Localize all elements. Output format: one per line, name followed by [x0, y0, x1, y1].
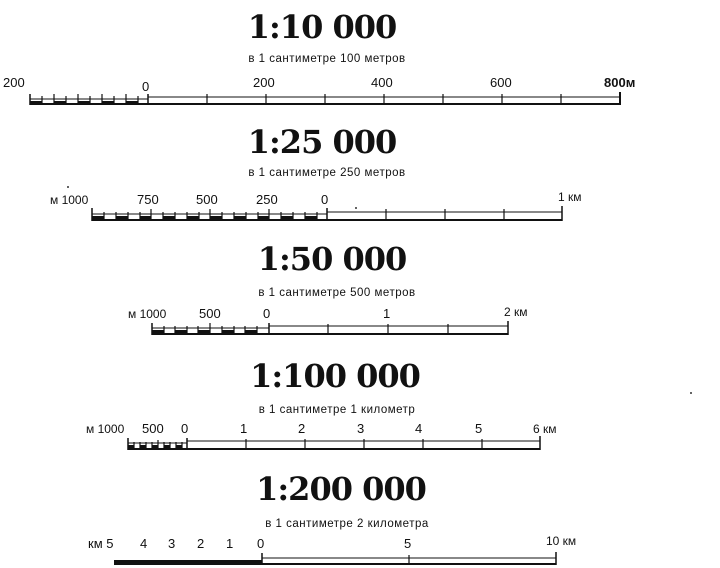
scale-label: 1	[383, 306, 391, 321]
scale-bar-1-200000	[0, 532, 720, 568]
scale-label: 0	[181, 421, 189, 436]
scan-speck	[690, 392, 692, 394]
scale-label: 10 км	[546, 534, 577, 548]
scale-label: 5	[475, 421, 483, 436]
scale-label: 0	[263, 306, 271, 321]
scale-label: 2 км	[504, 305, 528, 319]
scale-label: 2	[197, 536, 205, 551]
scale-label: 750	[137, 192, 159, 207]
scale-bar-1-100000	[0, 418, 720, 458]
scale-bar-1-50000	[0, 303, 720, 343]
scale-bar-1-25000	[0, 186, 720, 226]
scale-label: 1 км	[558, 190, 582, 204]
scale-label: 0	[321, 192, 329, 207]
scale-label: 5	[404, 536, 412, 551]
scale-label: 500	[196, 192, 218, 207]
scale-label: м 1000	[50, 193, 89, 207]
scale-title-1-100000: 1:100 000	[250, 357, 420, 395]
scale-label: 4	[140, 536, 148, 551]
scale-label: 600	[490, 75, 512, 90]
scale-caption-1-200000: в 1 сантиметре 2 километра	[265, 518, 429, 530]
scale-label: 400	[371, 75, 393, 90]
scale-caption-1-25000: в 1 сантиметре 250 метров	[248, 167, 406, 179]
scale-label: 2	[298, 421, 306, 436]
scale-caption-1-50000: в 1 сантиметре 500 метров	[258, 287, 416, 299]
scale-label: 250	[256, 192, 278, 207]
scale-label: км 5	[88, 536, 114, 551]
scale-label: 200	[3, 75, 25, 90]
scale-label: 3	[357, 421, 365, 436]
scan-speck	[355, 207, 357, 209]
scale-label: 0	[257, 536, 265, 551]
scale-label: 1	[226, 536, 234, 551]
scale-caption-1-100000: в 1 сантиметре 1 километр	[258, 404, 416, 416]
scale-title-1-25000: 1:25 000	[247, 123, 397, 161]
scale-label: 200	[253, 75, 275, 90]
scale-bar-1-10000	[0, 70, 720, 110]
scale-label: 3	[168, 536, 176, 551]
scale-label: 1	[240, 421, 248, 436]
scale-caption-1-10000: в 1 сантиметре 100 метров	[248, 53, 406, 65]
scale-label: 4	[415, 421, 423, 436]
scale-title-1-10000: 1:10 000	[247, 8, 397, 46]
scale-label: 0	[142, 79, 150, 94]
scale-label: 500	[199, 306, 221, 321]
scale-label: 800м	[604, 75, 636, 90]
scale-label: м 1000	[86, 422, 125, 436]
scale-label: 6 км	[533, 422, 557, 436]
scale-label: м 1000	[128, 307, 167, 321]
scale-title-1-50000: 1:50 000	[257, 240, 407, 278]
scan-speck	[67, 186, 69, 188]
scale-label: 500	[142, 421, 164, 436]
scale-title-1-200000: 1:200 000	[256, 470, 426, 508]
